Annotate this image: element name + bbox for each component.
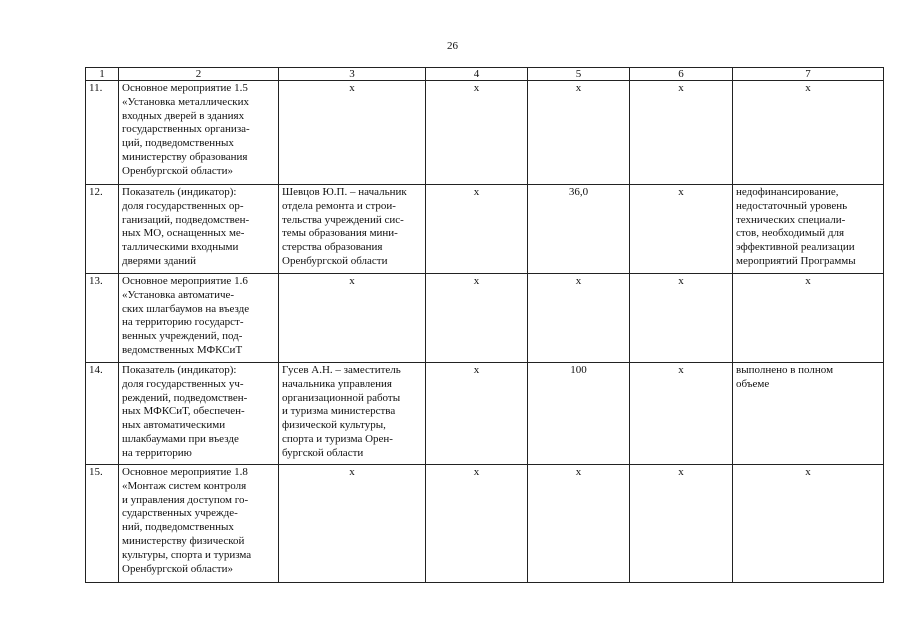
header-row [86, 68, 884, 81]
row-col5: 100 [528, 363, 630, 465]
row-col4: x [426, 81, 528, 185]
table-row [86, 465, 884, 583]
row-col5: x [528, 81, 630, 185]
row-col6: x [630, 363, 733, 465]
header-cell: 1 [86, 68, 119, 81]
table-row [86, 363, 884, 465]
row-col5: x [528, 274, 630, 363]
row-number: 13. [86, 274, 119, 363]
table-row [86, 274, 884, 363]
row-col7: x [733, 465, 884, 583]
row-name: Показатель (индикатор): доля государственных уч- реждений, подведомствен- ных МФКСиТ, обеспечен- ных автоматическими шлакбаумами при въезде на территорию [119, 363, 279, 465]
row-responsible: x [279, 465, 426, 583]
row-col7: недофинансирование, недостаточный уровень технических специали- стов, необходимый для эффективной реализации мероприятий Программы [733, 185, 884, 274]
row-col4: x [426, 185, 528, 274]
row-number: 14. [86, 363, 119, 465]
row-col5: x [528, 465, 630, 583]
row-responsible: x [279, 81, 426, 185]
row-responsible: Гусев А.Н. – заместитель начальника управления организационной работы и туризма министерства физической культуры, спорта и туризма Орен- бургской области [279, 363, 426, 465]
row-col4: x [426, 465, 528, 583]
header-cell: 4 [426, 68, 528, 81]
row-col6: x [630, 185, 733, 274]
header-cell: 2 [119, 68, 279, 81]
row-responsible: x [279, 274, 426, 363]
row-name: Показатель (индикатор): доля государственных ор- ганизаций, подведомствен- ных МО, оснащенных ме- таллическими входными дверями зданий [119, 185, 279, 274]
row-col7: x [733, 274, 884, 363]
header-cell: 5 [528, 68, 630, 81]
header-cell: 6 [630, 68, 733, 81]
row-col7: x [733, 81, 884, 185]
row-number: 11. [86, 81, 119, 185]
row-name: Основное мероприятие 1.6 «Установка автоматиче- ских шлагбаумов на въезде на территорию государст- венных учреждений, под- ведомственных МФКСиТ [119, 274, 279, 363]
row-col4: x [426, 363, 528, 465]
row-col7: выполнено в полном объеме [733, 363, 884, 465]
row-number: 12. [86, 185, 119, 274]
row-col6: x [630, 81, 733, 185]
row-col6: x [630, 465, 733, 583]
table-row [86, 81, 884, 185]
table-row [86, 185, 884, 274]
row-col6: x [630, 274, 733, 363]
row-number: 15. [86, 465, 119, 583]
row-name: Основное мероприятие 1.5 «Установка металлических входных дверей в зданиях государственных организа- ций, подведомственных министерству образования Оренбургской области» [119, 81, 279, 185]
program-table [85, 67, 884, 583]
row-col5: 36,0 [528, 185, 630, 274]
row-col4: x [426, 274, 528, 363]
page-number: 26 [447, 40, 458, 52]
row-responsible: Шевцов Ю.П. – начальник отдела ремонта и строи- тельства учреждений сис- темы образования мини- стерства образования Оренбургской области [279, 185, 426, 274]
row-name: Основное мероприятие 1.8 «Монтаж систем контроля и управления доступом го- сударственных учрежде- ний, подведомственных министерству физической культуры, спорта и туризма Оренбургской области» [119, 465, 279, 583]
header-cell: 7 [733, 68, 884, 81]
header-cell: 3 [279, 68, 426, 81]
